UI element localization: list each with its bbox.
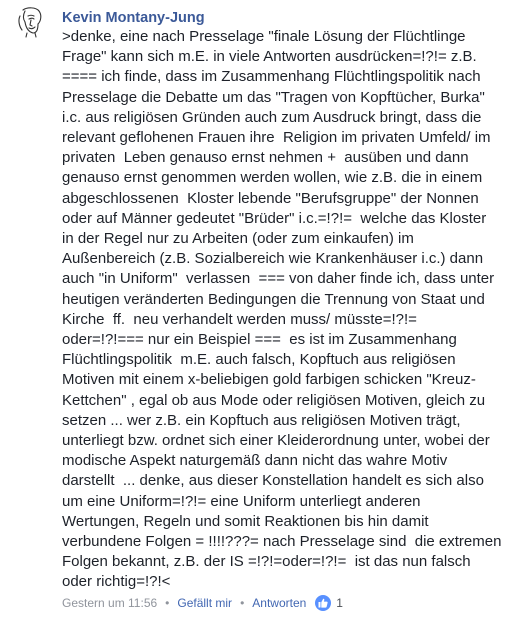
comment-text-line: privaten Leben genauso ernst nehmen + ausüben und dann [62,149,469,167]
comment-text-line: modische Aspekt naturgemäß dann nicht das wahre Motiv [62,452,448,470]
comment-text-line: oder auf Männer gedeutet "Brüder" i.c.=!?!= welche das Kloster [62,209,487,227]
like-reaction-badge[interactable] [315,595,331,611]
separator-dot: • [165,596,170,610]
comment-text-line: ==== ich finde, dass im Zusammenhang Flüchtlingspolitik nach [62,68,481,86]
comment-text-line: um eine Uniform=!?!= eine Uniform unterliegt anderen [62,492,421,510]
comment-text-line: Flüchtlingspolitik m.E. auch falsch, Kopftuch aus religiösen [62,351,456,369]
comment-author[interactable]: Kevin Montany-Jung [62,10,205,26]
comment-text-line: abgeschlossenen Kloster lebende "Berufsgruppe" der Nonnen [62,189,479,207]
comment-text [62,27,514,593]
comment-text-line: Motiven mit einem x-beliebigen gold farbigen schicken "Kreuz- [62,371,476,389]
comment-text-line: >denke, eine nach Presselage "finale Lösung der Flüchtlinge [62,28,466,45]
comment-text-line: relevant geflohenen Frauen ihre Religion im privaten Umfeld/ im [62,129,491,147]
separator-dot: • [240,596,245,610]
reply-link[interactable]: Antworten [252,596,307,610]
comment-text-line: verbundene Folgen = !!!!???= nach Presselage sind die extremen [62,533,502,551]
like-link[interactable]: Gefällt mir [177,596,233,610]
thumbs-up-icon [318,598,328,608]
comment-text-line: unterliegt bzw. ordnet sich einer Kleiderordnung unter, wobei der [62,432,490,450]
comment-actions [62,595,343,611]
comment-text-line: Presselage die Debatte um das "Tragen von Kopftücher, Burka" [62,88,485,106]
comment-text-line: Außenbereich (z.B. Sozialbereich wie Krankenhäuser i.c.) dann [62,250,484,268]
comment-text-line: oder=!?!=== nur ein Beispiel === es ist im Zusammenhang [62,331,457,349]
comment-text-line: in der Regel nur zu Arbeiten (oder zum einkaufen) im [62,230,414,248]
avatar[interactable] [14,6,46,38]
comment-timestamp[interactable]: Gestern um 11:56 [62,596,158,610]
like-count: 1 [336,596,343,610]
comment-text-line: setzen ... wer z.B. ein Kopftuch aus religiösen Motiven trägt, [62,411,461,429]
comment-text-line: i.c. aus religiösen Gründen auch zum Ausdruck bringt, dass die [62,108,482,126]
comment-text-line: Kettchen" , egal ob aus Mode oder religiösen Motiven, gleich zu [62,391,486,409]
comment-text-line: Wertungen, Regeln und somit Reaktionen bis hin damit [62,512,429,530]
sketch-face-icon [14,6,46,38]
comment-text-line: darstellt ... denke, aus dieser Konstellation handelt es sich also [62,472,484,490]
comment-text-line: heutigen veränderten Bedingungen die Trennung von Staat und [62,290,485,308]
comment-text-line: genauso ernst genommen werden wollen, wie z.B. die in einem [62,169,483,187]
comment-text-line: Kirche ff. neu verhandelt werden muss/ müsste=!?!= [62,310,417,328]
comment-text-line: auch "in Uniform" verlassen === von daher finde ich, dass unter [62,270,495,288]
comment-text-line: Frage" kann sich m.E. in viele Antworten ausdrücken=!?!= z.B. [62,48,477,66]
comment-text-line: oder richtig=!?!< [62,573,171,591]
comment-text-line: Folgen bekannt, z.B. der IS =!?!=oder=!?!= ist das nun falsch [62,553,471,571]
